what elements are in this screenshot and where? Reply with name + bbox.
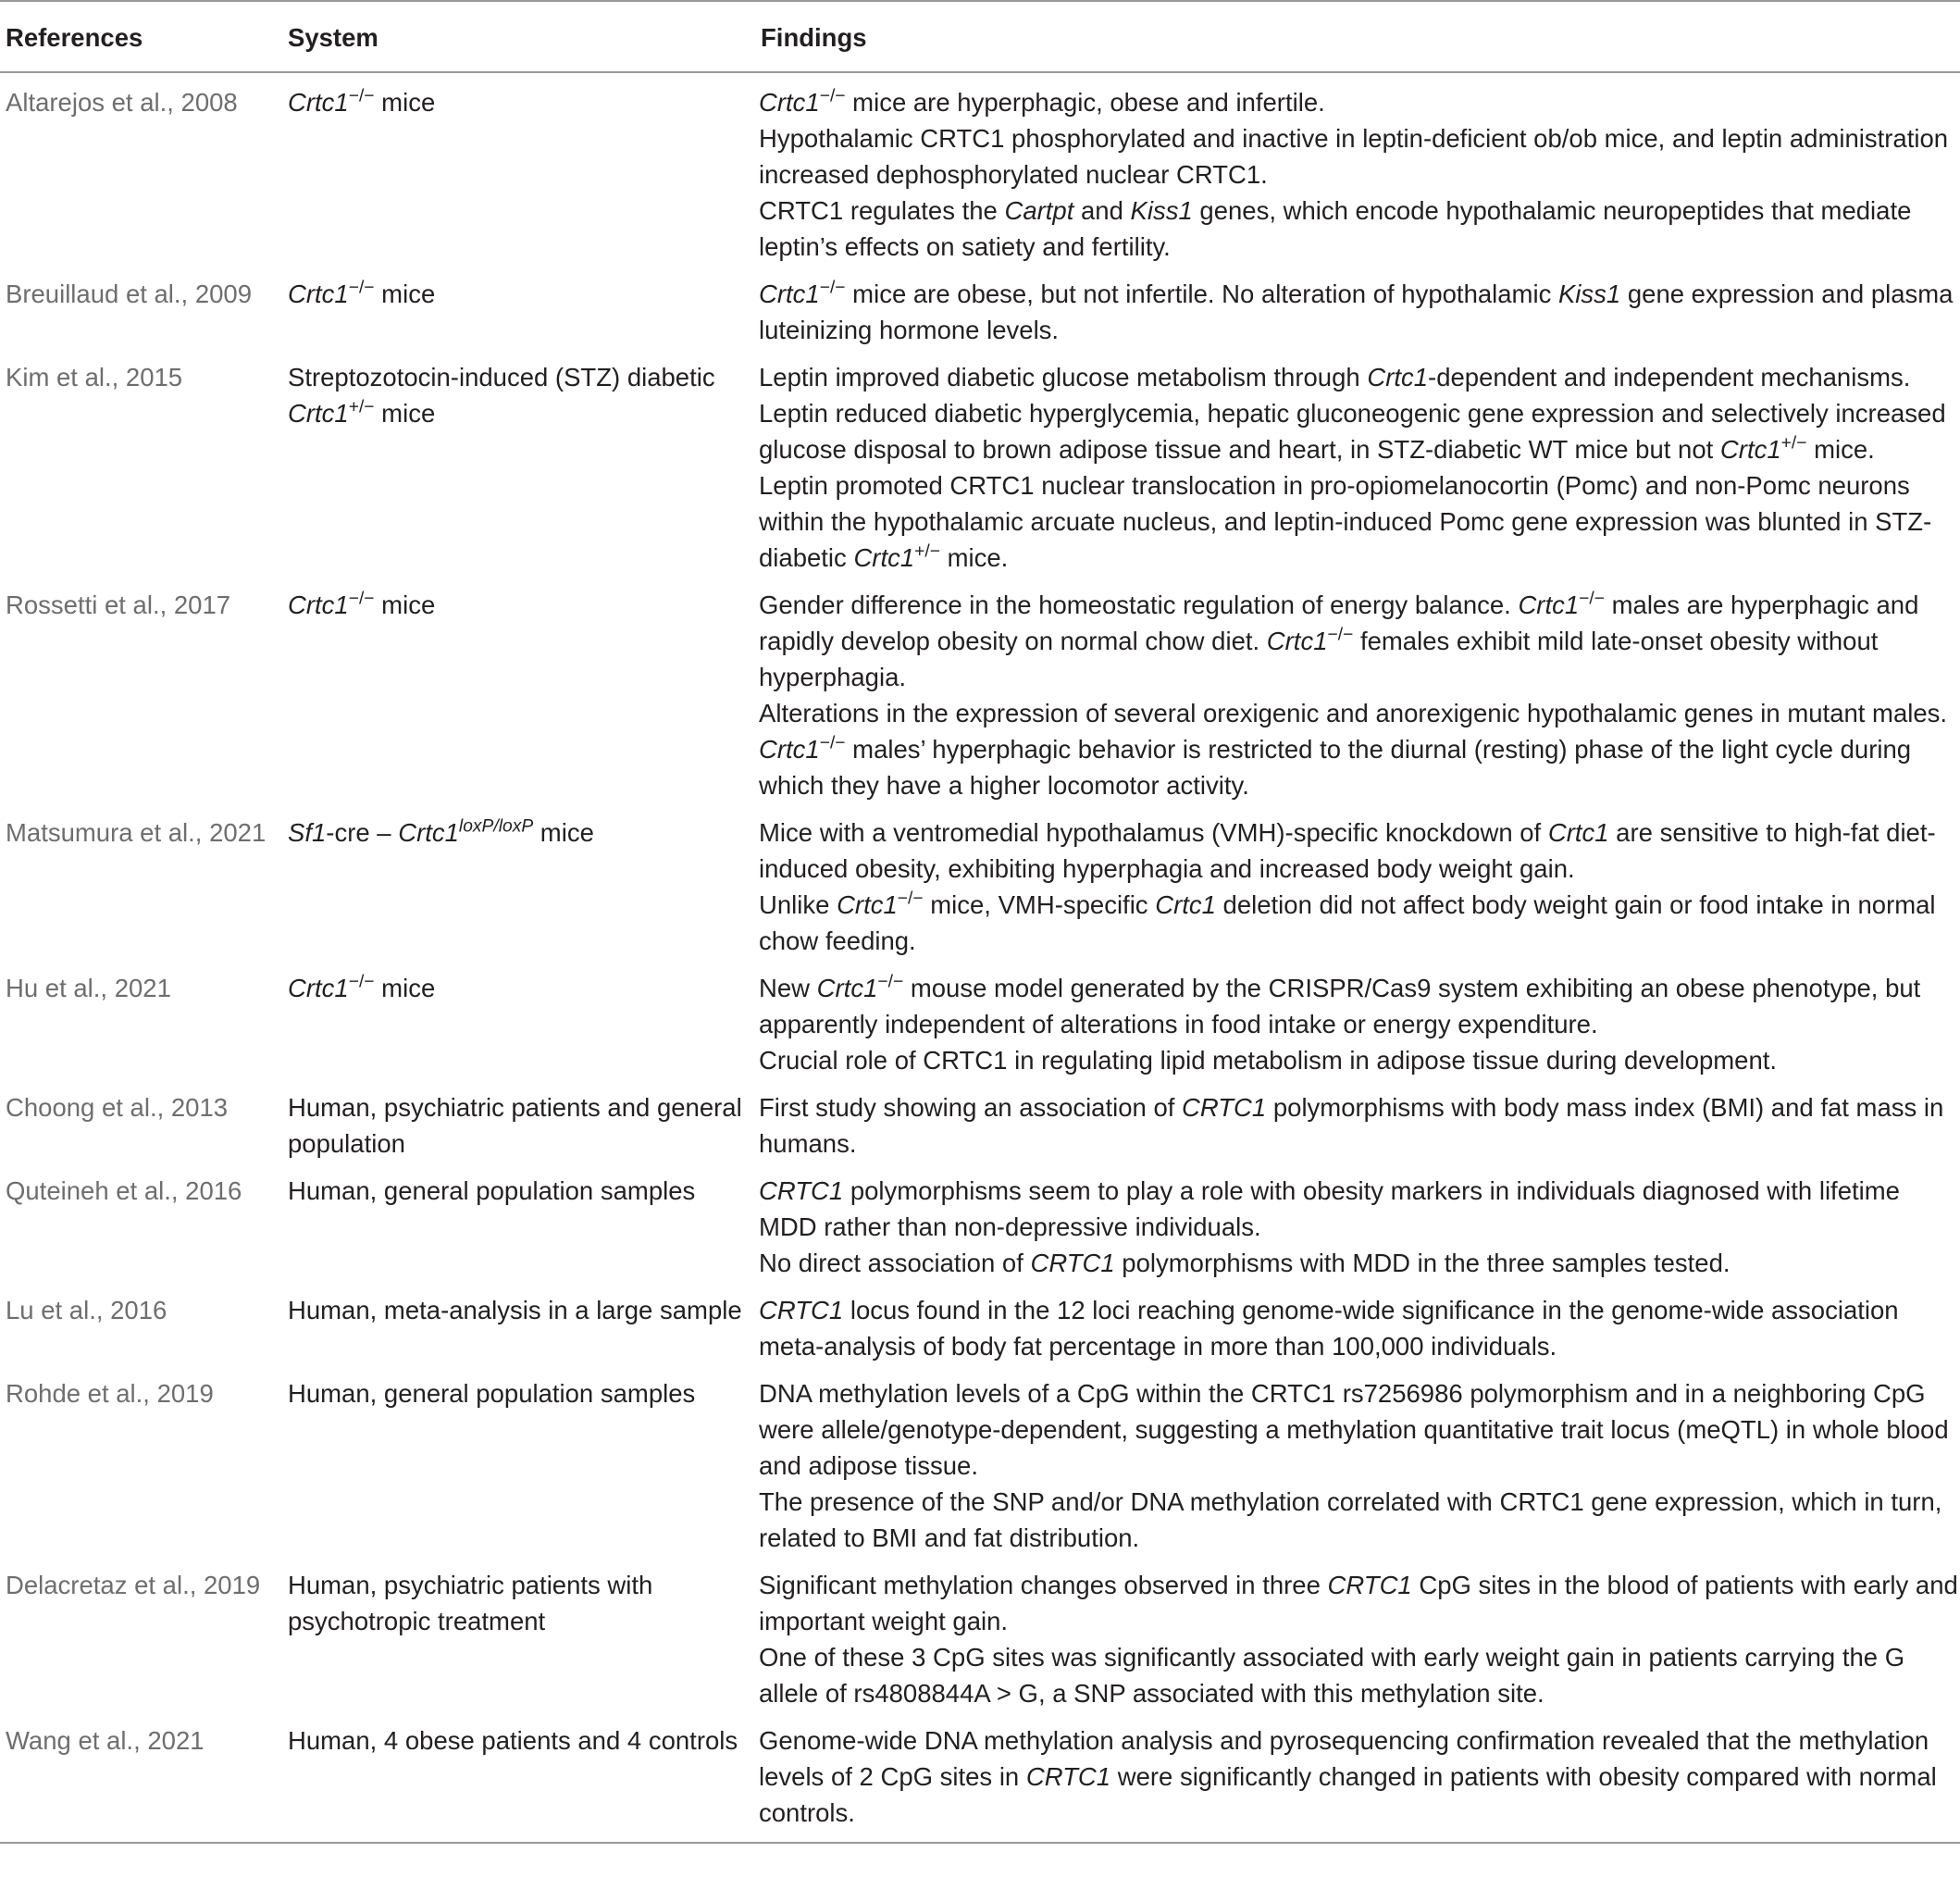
system-cell: Crtc1−/− mice xyxy=(288,589,436,619)
findings-cell xyxy=(755,1716,1960,1843)
findings-cell xyxy=(755,580,1960,808)
finding-item: CRTC1 regulates the Cartpt and Kiss1 genes, which encode hypothalamic neuropeptides that mediate leptin’s effects on satiety and fertility. xyxy=(759,196,1912,261)
header-row xyxy=(0,1,1960,72)
reference-cell: Hu et al., 2021 xyxy=(6,974,171,1002)
finding-item: CRTC1 polymorphisms seem to play a role with obesity markers in individuals diagnosed with lifetime MDD rather than non-depressive individuals. xyxy=(759,1176,1900,1241)
finding-item: CRTC1 locus found in the 12 loci reaching genome-wide significance in the genome-wide association meta-analysis of body fat percentage in more than 100,000 individuals. xyxy=(759,1296,1899,1361)
finding-item: Crtc1−/− males’ hyperphagic behavior is restricted to the diurnal (resting) phase of the light cycle during which they have a higher locomotor activity. xyxy=(759,733,1912,800)
finding-item: Leptin reduced diabetic hyperglycemia, hepatic gluconeogenic gene expression and selectively increased glucose disposal to brown adipose tissue and heart, in STZ-diabetic WT mice but not Crtc1+/− mice. xyxy=(759,399,1946,464)
system-cell: Human, general population samples xyxy=(288,1176,696,1205)
reference-cell: Choong et al., 2013 xyxy=(6,1093,229,1122)
findings-cell xyxy=(755,1166,1960,1286)
findings-cell xyxy=(755,269,1960,353)
finding-item: Leptin improved diabetic glucose metabolism through Crtc1-dependent and independent mechanisms. xyxy=(759,363,1911,392)
finding-item: Significant methylation changes observed in three CRTC1 CpG sites in the blood of patients with early and important weight gain. xyxy=(759,1571,1958,1635)
finding-item: Unlike Crtc1−/− mice, VMH-specific Crtc1 deletion did not affect body weight gain or food intake in normal chow feeding. xyxy=(759,889,1936,955)
system-cell: $Sf1-cre - Crtc1^{loxP/loxP}$ mice xyxy=(288,816,594,847)
system-cell: Streptozotocin-induced (STZ) diabetic Crtc1+/− mice xyxy=(288,363,715,428)
system-cell: Crtc1−/− mice xyxy=(288,86,436,117)
table-row xyxy=(0,72,1960,269)
finding-item: Hypothalamic CRTC1 phosphorylated and inactive in leptin-deficient ob/ob mice, and leptin administration increased dephosphorylated nuclear CRTC1. xyxy=(759,124,1949,189)
table-row xyxy=(0,1286,1960,1369)
header-system: System xyxy=(288,23,378,52)
table-row xyxy=(0,580,1960,808)
findings-cell xyxy=(755,1286,1960,1369)
table-header xyxy=(0,1,1960,72)
reference-cell: Wang et al., 2021 xyxy=(6,1726,205,1755)
finding-item: Crucial role of CRTC1 in regulating lipid metabolism in adipose tissue during development. xyxy=(759,1046,1778,1075)
table-row xyxy=(0,963,1960,1083)
system-cell: Human, general population samples xyxy=(288,1379,696,1408)
finding-item: One of these 3 CpG sites was significantly associated with early weight gain in patients carrying the G allele of rs4808844A > G, a SNP associated with this methylation site. xyxy=(759,1643,1905,1708)
findings-cell xyxy=(755,353,1960,580)
system-cell: Human, psychiatric patients and general population xyxy=(288,1093,742,1158)
finding-item: Leptin promoted CRTC1 nuclear translocation in pro-opiomelanocortin (Pomc) and non-Pomc neurons within the hypothalamic arcuate nucleus, and leptin-induced Pomc gene expression was blunted in STZ-diabetic Crtc1+/− mice. xyxy=(759,471,1932,572)
table-row xyxy=(0,1083,1960,1166)
system-cell: Human, 4 obese patients and 4 controls xyxy=(288,1726,738,1755)
finding-item: Mice with a ventromedial hypothalamus (VMH)-specific knockdown of Crtc1 are sensitive to high-fat diet-induced obesity, exhibiting hyperphagia and increased body weight gain. xyxy=(759,818,1936,883)
findings-cell xyxy=(755,72,1960,269)
table-row xyxy=(0,269,1960,353)
finding-item: Crtc1−/− mice are hyperphagic, obese and infertile. xyxy=(759,86,1325,117)
reference-cell: Delacretaz et al., 2019 xyxy=(6,1571,261,1599)
findings-cell xyxy=(755,1560,1960,1716)
finding-item: DNA methylation levels of a CpG within the CRTC1 rs7256986 polymorphism and in a neighboring CpG were allele/genotype-dependent, suggesting a methylation quantitative trait locus (meQTL) in whole blood and adipose tissue. xyxy=(759,1379,1949,1480)
system-cell: Human, psychiatric patients with psychotropic treatment xyxy=(288,1571,653,1635)
finding-item: Alterations in the expression of several orexigenic and anorexigenic hypothalamic genes in mutant males. xyxy=(759,699,1948,727)
table-row xyxy=(0,1560,1960,1716)
table-row xyxy=(0,1369,1960,1560)
table-row xyxy=(0,808,1960,963)
reference-cell: Rossetti et al., 2017 xyxy=(6,590,231,619)
header-references: References xyxy=(6,23,143,52)
reference-cell: Lu et al., 2016 xyxy=(6,1296,167,1324)
finding-item: Crtc1−/− mice are obese, but not infertile. No alteration of hypothalamic Kiss1 gene expression and plasma luteinizing hormone levels. xyxy=(759,278,1954,344)
table-row xyxy=(0,1716,1960,1843)
finding-item: Gender difference in the homeostatic regulation of energy balance. Crtc1−/− males are hyperphagic and rapidly develop obesity on normal chow diet. Crtc1−/− females exhibit mild late-onset obesity without hyperphagia. xyxy=(759,589,1919,691)
findings-cell xyxy=(755,1369,1960,1560)
findings-cell xyxy=(755,1083,1960,1166)
reference-cell: Matsumura et al., 2021 xyxy=(6,818,267,847)
table-row xyxy=(0,353,1960,580)
system-cell: Crtc1−/− mice xyxy=(288,278,436,308)
finding-item: New Crtc1−/− mouse model generated by the CRISPR/Cas9 system exhibiting an obese phenotype, but apparently independent of alterations in food intake or energy expenditure. xyxy=(759,972,1921,1038)
system-cell: Human, meta-analysis in a large sample xyxy=(288,1296,742,1324)
table-row xyxy=(0,1166,1960,1286)
system-cell: Crtc1−/− mice xyxy=(288,972,436,1002)
finding-item: The presence of the SNP and/or DNA methylation correlated with CRTC1 gene expression, which in turn, related to BMI and fat distribution. xyxy=(759,1487,1942,1552)
finding-item: Genome-wide DNA methylation analysis and pyrosequencing confirmation revealed that the methylation levels of 2 CpG sites in CRTC1 were significantly changed in patients with obesity compared with normal controls. xyxy=(759,1726,1937,1827)
reference-cell: Breuillaud et al., 2009 xyxy=(6,280,253,308)
table-body xyxy=(0,72,1960,1843)
findings-cell xyxy=(755,963,1960,1083)
findings-cell xyxy=(755,808,1960,963)
header-findings: Findings xyxy=(761,23,867,52)
reference-cell: Rohde et al., 2019 xyxy=(6,1379,214,1408)
reference-cell: Altarejos et al., 2008 xyxy=(6,88,238,117)
reference-cell: Kim et al., 2015 xyxy=(6,363,183,392)
reference-cell: Quteineh et al., 2016 xyxy=(6,1176,242,1205)
finding-item: First study showing an association of CRTC1 polymorphisms with body mass index (BMI) and fat mass in humans. xyxy=(759,1093,1944,1158)
finding-item: No direct association of CRTC1 polymorphisms with MDD in the three samples tested. xyxy=(759,1249,1731,1277)
